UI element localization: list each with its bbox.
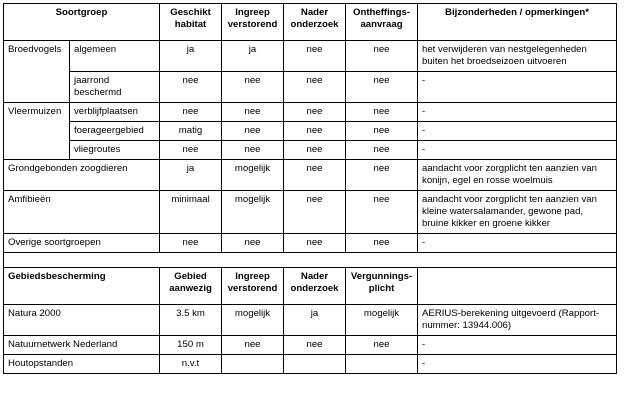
cell-habitat: nee: [160, 103, 222, 122]
cell-habitat: nee: [160, 141, 222, 160]
table-row: [4, 305, 617, 336]
area-name: Natuurnetwerk Nederland: [4, 336, 160, 355]
area-name: Natura 2000: [4, 305, 160, 336]
table-row: [4, 234, 617, 253]
cell-aanwezig: 150 m: [160, 336, 222, 355]
soortgroep-table: [3, 3, 617, 374]
sub-group: foerageergebied: [70, 122, 160, 141]
cell-habitat: minimaal: [160, 191, 222, 234]
header-gebiedsbescherming: Gebiedsbescherming: [4, 268, 160, 305]
header-vergunningsplicht: Vergunnings-plicht: [346, 268, 418, 305]
group-name: Grondgebonden zoogdieren: [4, 160, 160, 191]
cell-ontheffing: nee: [346, 103, 418, 122]
cell-opmerking: -: [418, 122, 617, 141]
cell-habitat: nee: [160, 72, 222, 103]
cell-habitat: matig: [160, 122, 222, 141]
cell-opmerking: -: [418, 336, 617, 355]
table-row: [4, 41, 617, 72]
cell-nader: nee: [284, 336, 346, 355]
cell-opmerking: -: [418, 141, 617, 160]
table-header-row: [4, 268, 617, 305]
cell-nader: ja: [284, 305, 346, 336]
header-nader-onderzoek: Nader onderzoek: [284, 268, 346, 305]
cell-ontheffing: nee: [346, 41, 418, 72]
table-row: [4, 336, 617, 355]
cell-ingreep: nee: [222, 141, 284, 160]
table-row: [4, 160, 617, 191]
cell-opmerking: het verwijderen van nestgelegenheden buiten het broedseizoen uitvoeren: [418, 41, 617, 72]
cell-habitat: ja: [160, 41, 222, 72]
header-soortgroep: Soortgroep: [4, 4, 160, 41]
spacer-cell: [4, 253, 617, 268]
group-name: Overige soortgroepen: [4, 234, 160, 253]
cell-ontheffing: nee: [346, 141, 418, 160]
spacer-row: [4, 253, 617, 268]
cell-nader: nee: [284, 141, 346, 160]
cell-ontheffing: nee: [346, 191, 418, 234]
table-row: [4, 141, 617, 160]
cell-aanwezig: 3.5 km: [160, 305, 222, 336]
cell-nader: nee: [284, 234, 346, 253]
sub-group: algemeen: [70, 41, 160, 72]
table-row: [4, 72, 617, 103]
cell-nader: nee: [284, 103, 346, 122]
group-name: Broedvogels: [4, 41, 70, 103]
cell-plicht: nee: [346, 336, 418, 355]
cell-ingreep: mogelijk: [222, 160, 284, 191]
cell-plicht: mogelijk: [346, 305, 418, 336]
cell-nader: nee: [284, 122, 346, 141]
sub-group: jaarrond beschermd: [70, 72, 160, 103]
cell-nader: nee: [284, 191, 346, 234]
cell-ingreep: nee: [222, 122, 284, 141]
table-row: [4, 191, 617, 234]
cell-aanwezig: n.v.t: [160, 355, 222, 374]
cell-nader: nee: [284, 72, 346, 103]
header-ingreep-verstorend: Ingreep verstorend: [222, 268, 284, 305]
cell-ingreep: mogelijk: [222, 191, 284, 234]
cell-plicht: [346, 355, 418, 374]
cell-nader: nee: [284, 160, 346, 191]
cell-opmerking: -: [418, 355, 617, 374]
table-row: [4, 122, 617, 141]
cell-opmerking: -: [418, 72, 617, 103]
cell-opmerking: aandacht voor zorgplicht ten aanzien van konijn, egel en rosse woelmuis: [418, 160, 617, 191]
cell-ingreep: [222, 355, 284, 374]
header-bijzonderheden: Bijzonderheden / opmerkingen*: [418, 4, 617, 41]
cell-ingreep: nee: [222, 72, 284, 103]
header-empty: [418, 268, 617, 305]
area-name: Houtopstanden: [4, 355, 160, 374]
header-ingreep-verstorend: Ingreep verstorend: [222, 4, 284, 41]
cell-ingreep: nee: [222, 336, 284, 355]
cell-opmerking: AERIUS-berekening uitgevoerd (Rapport-nummer: 13944.006): [418, 305, 617, 336]
table-header-row: [4, 4, 617, 41]
cell-ontheffing: nee: [346, 234, 418, 253]
cell-ontheffing: nee: [346, 122, 418, 141]
group-name: Amfibieën: [4, 191, 160, 234]
cell-opmerking: aandacht voor zorgplicht ten aanzien van kleine watersalamander, gewone pad, bruine kikker en groene kikker: [418, 191, 617, 234]
cell-nader: [284, 355, 346, 374]
header-geschikt-habitat: Geschikt habitat: [160, 4, 222, 41]
table-row: [4, 103, 617, 122]
cell-ingreep: nee: [222, 103, 284, 122]
header-nader-onderzoek: Nader onderzoek: [284, 4, 346, 41]
cell-habitat: nee: [160, 234, 222, 253]
cell-ingreep: mogelijk: [222, 305, 284, 336]
cell-nader: nee: [284, 41, 346, 72]
cell-ontheffing: nee: [346, 72, 418, 103]
cell-habitat: ja: [160, 160, 222, 191]
cell-ontheffing: nee: [346, 160, 418, 191]
sub-group: verblijfplaatsen: [70, 103, 160, 122]
table-row: [4, 355, 617, 374]
header-gebied-aanwezig: Gebied aanwezig: [160, 268, 222, 305]
group-name: Vleermuizen: [4, 103, 70, 160]
sub-group: vliegroutes: [70, 141, 160, 160]
cell-opmerking: -: [418, 234, 617, 253]
cell-ingreep: nee: [222, 234, 284, 253]
header-ontheffingsaanvraag: Ontheffings-aanvraag: [346, 4, 418, 41]
cell-ingreep: ja: [222, 41, 284, 72]
cell-opmerking: -: [418, 103, 617, 122]
